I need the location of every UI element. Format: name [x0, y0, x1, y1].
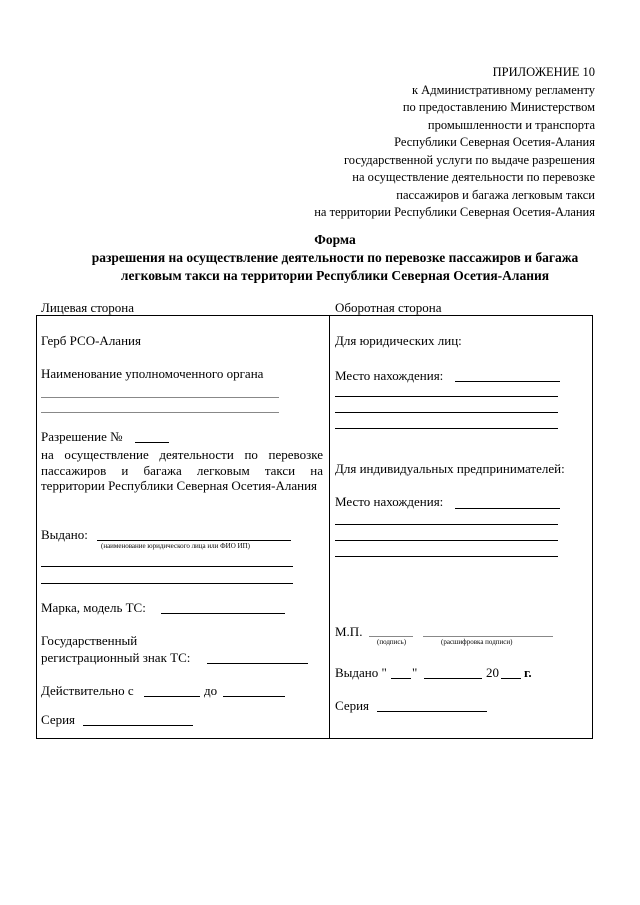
vehicle-line[interactable] — [161, 613, 285, 614]
reg-plate-line[interactable] — [207, 663, 308, 664]
legal-entity-label: Для юридических лиц: — [335, 333, 462, 348]
series-line[interactable] — [83, 725, 193, 726]
series-line[interactable] — [377, 711, 487, 712]
signature-decode-line[interactable] — [423, 636, 553, 637]
signature-hint: (подпись) — [377, 638, 407, 646]
valid-from-label: Действительно с — [41, 683, 134, 698]
header-line: промышленности и транспорта — [427, 117, 595, 132]
issued-month-line[interactable] — [424, 678, 482, 679]
valid-to-label: до — [204, 683, 218, 698]
location-line[interactable] — [335, 428, 558, 429]
issued-to-line[interactable] — [97, 540, 291, 541]
signature-line[interactable] — [369, 636, 413, 637]
title-line: легковым такси на территории Республики Северная Осетия-Алания — [120, 268, 550, 283]
location-line[interactable] — [335, 524, 558, 525]
series-label: Серия — [41, 712, 76, 727]
location-label: Место нахождения: — [335, 368, 444, 383]
reg-plate-label: Государственный — [41, 633, 138, 648]
series-label: Серия — [335, 698, 370, 713]
issued-year-line[interactable] — [501, 678, 521, 679]
header-line: пассажиров и багажа легковым такси — [396, 187, 595, 202]
header-line: государственной услуги по выдаче разрешения — [343, 152, 595, 167]
authority-line[interactable] — [41, 412, 279, 413]
issued-date-prefix: Выдано " — [335, 665, 387, 680]
appendix-header — [314, 64, 595, 222]
location-line[interactable] — [335, 412, 558, 413]
location-line[interactable] — [335, 540, 558, 541]
header-line: на территории Республики Северная Осетия-Алания — [314, 205, 595, 219]
header-line: Республики Северная Осетия-Алания — [394, 135, 595, 149]
issued-to-hint: (наименование юридического лица или ФИО ИП) — [101, 542, 250, 550]
reg-plate-label: регистрационный знак ТС: — [41, 650, 191, 665]
authority-label: Наименование уполномоченного органа — [41, 366, 264, 381]
emblem-label: Герб РСО-Алания — [41, 333, 141, 348]
authority-line[interactable] — [41, 397, 279, 398]
stamp-label: М.П. — [335, 624, 363, 639]
location-line[interactable] — [335, 396, 558, 397]
valid-from-line[interactable] — [144, 696, 200, 697]
permit-number-label: Разрешение № — [41, 429, 123, 444]
title-line: Форма — [314, 232, 356, 247]
permit-description: на осуществление деятельности по перевозке пассажиров и багажа легковым такси на территории Республики Северная Осетия-Алания — [41, 447, 323, 493]
front-side-heading: Лицевая сторона — [41, 300, 134, 315]
location-line[interactable] — [335, 556, 558, 557]
issued-day-line[interactable] — [391, 678, 411, 679]
header-line: по предоставлению Министерством — [402, 100, 595, 114]
header-line: ПРИЛОЖЕНИЕ 10 — [492, 65, 595, 79]
form-title — [40, 231, 630, 285]
issued-year-suffix: г. — [524, 665, 532, 680]
issued-to-label: Выдано: — [41, 527, 88, 542]
signature-decode-hint: (расшифровка подписи) — [441, 638, 513, 646]
issued-to-line[interactable] — [41, 583, 293, 584]
location-line[interactable] — [455, 508, 560, 509]
valid-to-line[interactable] — [223, 696, 285, 697]
header-line: к Административному регламенту — [411, 82, 595, 97]
column-divider — [329, 315, 330, 739]
header-line: на осуществление деятельности по перевозке — [352, 170, 595, 184]
vehicle-label: Марка, модель ТС: — [41, 600, 146, 615]
title-line: разрешения на осуществление деятельности по перевозке пассажиров и багажа — [91, 250, 579, 265]
location-line[interactable] — [455, 381, 560, 382]
location-label: Место нахождения: — [335, 494, 444, 509]
individual-entrepreneur-label: Для индивидуальных предпринимателей: — [335, 461, 565, 476]
issued-year-prefix: 20 — [486, 665, 499, 680]
issued-to-line[interactable] — [41, 566, 293, 567]
permit-number-line[interactable] — [135, 442, 169, 443]
issued-date-quote: " — [412, 665, 418, 680]
back-side-heading: Оборотная сторона — [335, 300, 442, 315]
